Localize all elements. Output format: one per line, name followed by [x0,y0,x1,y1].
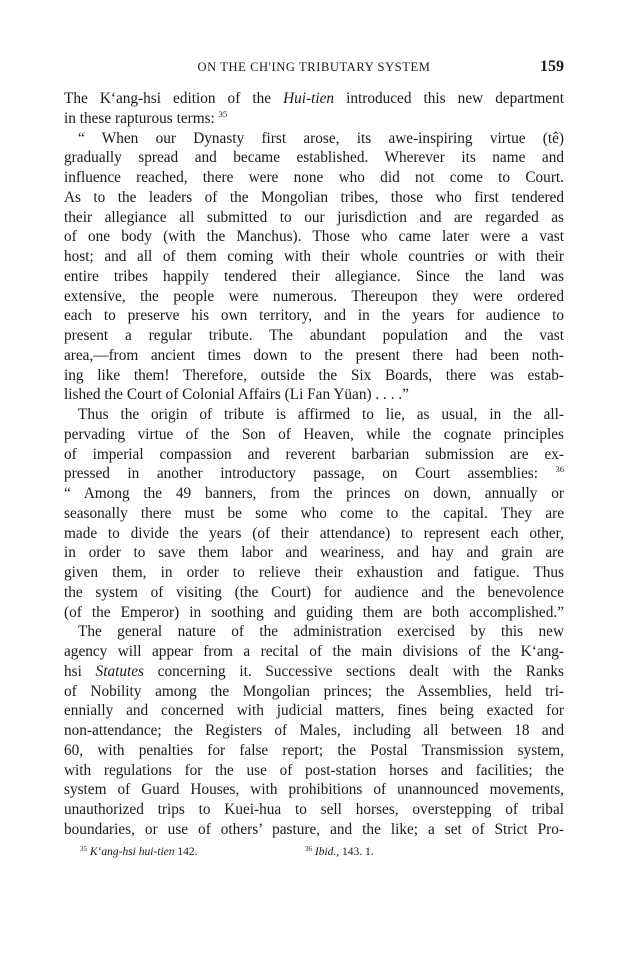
text-line: gradually spread and became established. Wherever its name and [64,149,564,167]
text-line: 60, with penalties for false report; the Postal Transmission system, [64,741,564,759]
text-line: of one body (with the Manchus). Those who came later were a vast [64,228,564,246]
text-line: with regulations for the use of post-station horses and facilities; the [64,761,564,779]
running-title: ON THE CH'ING TRIBUTARY SYSTEM [197,60,431,74]
text-line: their allegiance all submitted to our jurisdiction and are regarded as [64,208,564,226]
text-line: boundaries, or use of others’ pasture, and the like; a set of Strict Pro- [64,820,564,838]
text-line: seasonally there must be some who come to the capital. They are [64,504,564,522]
text-line: made to divide the years (of their attendance) to represent each other, [64,524,564,542]
footnote-number: 36 [305,845,312,853]
text-line: As to the leaders of the Mongolian tribes, those who first tendered [64,188,564,206]
text-line: (of the Emperor) in soothing and guiding them are both accomplished.” [64,603,564,621]
text-line: unauthorized trips to Kuei-hua to sell horses, overstepping of tribal [64,801,564,818]
footnote-reference: 143. 1. [339,846,374,858]
footnote-35 [80,846,198,858]
text-line: “ When our Dynasty first arose, its awe-inspiring virtue (tê) [78,129,564,147]
footnote-source: Ibid., [314,846,340,858]
text-line: in order to save them labor and weariness, and hay and grain are [64,544,564,562]
text-line: system of Guard Houses, with prohibitions of unannounced movements, [64,781,564,799]
text-line: host; and all of them coming with their whole countries or with their [64,248,564,265]
text-line: lished the Court of Colonial Affairs (Li Fan Yüan) . . . .” [64,386,409,404]
text-line: agency will appear from a recital of the main divisions of the K‘ang- [64,643,564,660]
text-line: of Nobility among the Mongolian princes; the Assemblies, held tri- [64,682,564,700]
text-line: The general nature of the administration exercised by this new [78,623,564,641]
text-line: area,—from ancient times down to the present there had been noth- [64,346,564,364]
text-line: ennially and concerned with judicial matters, fines being exacted for [64,702,564,720]
text-line: given them, in order to relieve their exhaustion and fatigue. Thus [64,564,564,581]
text-line: pervading virtue of the Son of Heaven, while the cognate principles [64,425,564,443]
text-line: the system of visiting (the Court) for audience and the benevolence [64,583,564,601]
text-line: present a regular tribute. The abundant population and the vast [64,327,564,344]
text-line: non-attendance; the Registers of Males, including all between 18 and [64,722,564,739]
text-line: entire tribes happily tendered their allegiance. Since the land was [64,267,564,285]
running-head [64,58,564,80]
page-number: 159 [540,58,564,75]
text-line: each to preserve his own territory, and in the years for audience to [64,307,564,325]
footnote-number: 35 [80,845,87,853]
text-line: Thus the origin of tribute is affirmed to lie, as usual, in the all- [78,406,564,423]
text-line: The K‘ang-hsi edition of the Hui-tien introduced this new department [64,90,564,107]
text-line: of imperial compassion and reverent barbarian submission are ex- [64,445,564,463]
text-line: ing like them! Therefore, outside the Six Boards, there was estab- [64,366,564,384]
body-text [64,89,564,840]
text-line: “ Among the 49 banners, from the princes on down, annually or [64,485,564,502]
footnote-reference: 142. [174,846,198,858]
text-line: hsi Statutes concerning it. Successive sections dealt with the Ranks [64,662,564,680]
text-line: influence reached, there were none who did not come to Court. [64,169,564,186]
text-line: pressed in another introductory passage, on Court assemblies: $^{36}$ [64,464,564,483]
text-line: extensive, the people were numerous. Thereupon they were ordered [64,287,564,305]
footnote-36 [305,846,374,858]
text-line: in these rapturous terms: $^{35}$ [64,108,228,127]
footnote-source: K‘ang-hsi hui-tien [89,846,175,858]
